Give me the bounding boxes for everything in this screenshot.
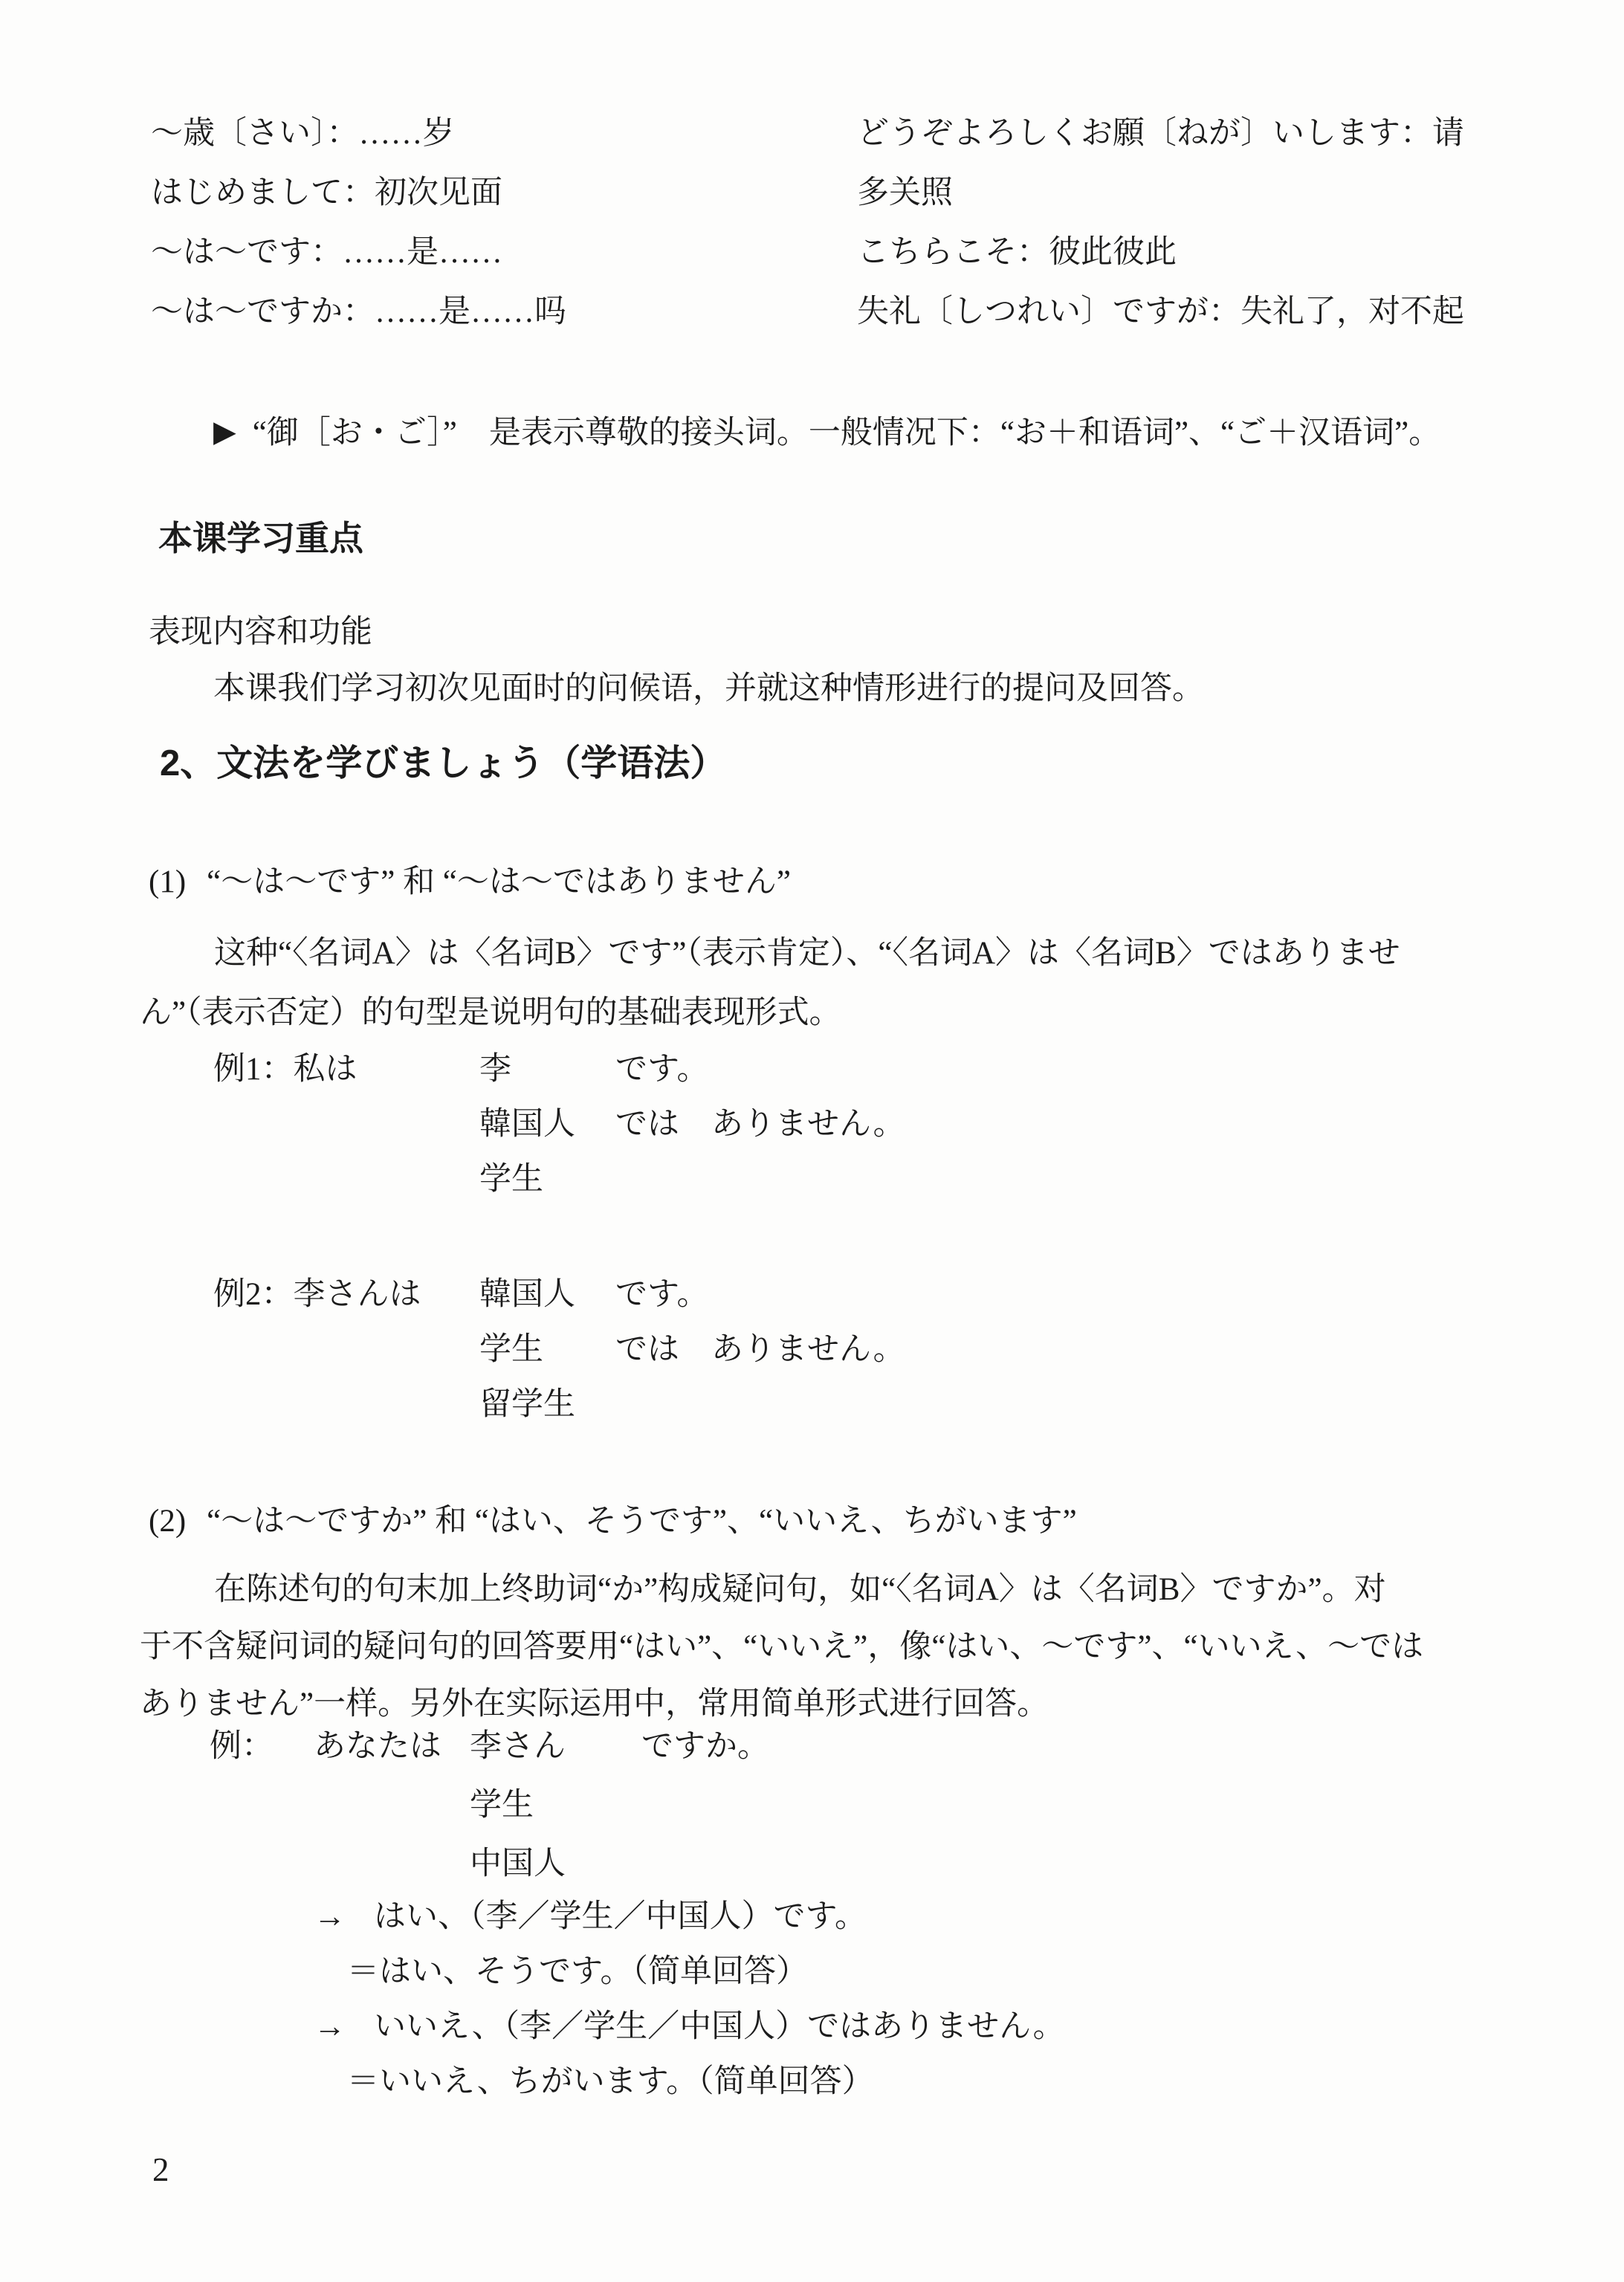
example-cell: です。 (615, 1277, 709, 1312)
item1-title: “～は～です” 和 “～は～ではありません” (207, 864, 791, 899)
answer-line (314, 2000, 1065, 2055)
example3-answers (314, 1890, 1065, 2110)
example-cell: あなたは (314, 1729, 441, 1764)
vocab-entry: ～は～ですか：……是……吗 (151, 294, 566, 329)
example-row (213, 1377, 905, 1432)
example-cell: 学生 (479, 1332, 543, 1367)
example-cell: 例： (210, 1729, 274, 1764)
example-cell: 李 (479, 1052, 511, 1087)
page-number: 2 (152, 2151, 169, 2188)
vocabulary-list (151, 104, 1522, 342)
vocab-entry: 多关照 (857, 175, 953, 210)
paragraph-line: 于不含疑问词的疑问句的回答要用“はい”、“いいえ”，像“はい、～です”、“いいえ、～では (140, 1629, 1424, 1664)
answer-text: いいえ、（李／学生／中国人）ではありません。 (374, 2009, 1065, 2044)
vocabulary-left-column (151, 104, 857, 342)
example-row (213, 1042, 905, 1097)
example-cell: 留学生 (479, 1387, 575, 1422)
lesson-focus-paragraph: 本课我们学习初次见面时的问候语，并就这种情形进行的提问及回答。 (213, 671, 1204, 706)
answer-text: はい、そうです。（简单回答） (379, 1954, 809, 1989)
answer-text: はい、（李／学生／中国人）です。 (374, 1899, 867, 1934)
arrow-icon: → (314, 1899, 346, 1934)
usage-note (213, 407, 1440, 453)
example-row (210, 1717, 769, 1776)
item2-label: (2) (149, 1504, 187, 1539)
example-cell: では ありません。 (615, 1332, 905, 1367)
example-cell: では ありません。 (615, 1107, 905, 1142)
paragraph-line: ん”（表示否定）的句型是说明句的基础表现形式。 (140, 995, 841, 1030)
example-row (210, 1835, 769, 1893)
item1-label: (1) (149, 864, 187, 899)
example-cell: 韓国人 (479, 1107, 575, 1142)
example3-block (210, 1717, 769, 1893)
example1-block (213, 1042, 905, 1207)
vocab-entry: ～は～です：……是…… (151, 235, 502, 270)
example-row (210, 1776, 769, 1835)
vocab-entry: ～歳〔さい〕：……岁 (151, 116, 455, 151)
item1-paragraph (140, 924, 1537, 1043)
answer-text: いいえ、ちがいます。（简单回答） (379, 2064, 874, 2099)
usage-note-text: “御［お・ご］” 是表示尊敬的接头词。一般情况下：“お＋和语词”、“ご＋汉语词”。 (252, 416, 1441, 450)
lesson-focus-subheading: 表现内容和功能 (149, 615, 372, 650)
example-cell: ですか。 (641, 1729, 769, 1764)
equals-sign: ＝ (347, 2064, 379, 2099)
arrow-icon: → (314, 2009, 346, 2044)
example-row (213, 1152, 905, 1207)
vocab-entry: どうぞよろしくお願〔ねが〕いします：请 (857, 116, 1464, 151)
vocabulary-right-column (857, 104, 1522, 342)
example-row (213, 1267, 905, 1322)
paragraph-line: 在陈述句的句末加上终助词“か”构成疑问句，如“〈名词A〉は〈名词B〉ですか”。对 (214, 1572, 1386, 1607)
vocab-entry: 失礼〔しつれい〕ですが：失礼了，对不起 (857, 294, 1464, 329)
item2-title: “～は～ですか” 和 “はい、そうです”、“いいえ、ちがいます” (207, 1504, 1077, 1539)
example-cell: 学生 (470, 1788, 534, 1823)
grammar-item2-heading (149, 1496, 1077, 1541)
triangle-bullet-icon: ▶ (213, 415, 236, 448)
grammar-item1-heading (149, 856, 791, 902)
answer-line (314, 1945, 1065, 2000)
answer-line (314, 1890, 1065, 1945)
example-row (213, 1322, 905, 1377)
item2-paragraph (140, 1561, 1537, 1733)
example-cell: 中国人 (470, 1846, 566, 1881)
paragraph-line: ありません”一样。另外在实际运用中，常用简单形式进行回答。 (140, 1687, 1049, 1722)
vocab-entry: こちらこそ：彼此彼此 (857, 235, 1177, 270)
example-cell: 韓国人 (479, 1277, 575, 1312)
vocab-entry: はじめまして：初次见面 (151, 175, 502, 210)
equals-sign: ＝ (347, 1954, 379, 1989)
example2-block (213, 1267, 905, 1432)
example-cell: 李さん (470, 1729, 566, 1764)
example-cell: 例1：私は (213, 1052, 358, 1087)
example-cell: 学生 (479, 1162, 543, 1197)
answer-line (314, 2055, 1065, 2110)
lesson-focus-heading: 本课学习重点 (158, 519, 363, 557)
paragraph-line: 这种“〈名词A〉は〈名词B〉です”（表示肯定）、“〈名词A〉は〈名词B〉ではありませ (214, 936, 1400, 971)
example-cell: 例2：李さんは (213, 1277, 421, 1312)
example-cell: です。 (615, 1052, 709, 1087)
example-row (213, 1097, 905, 1152)
grammar-section-heading: 2、文法を学びましょう（学语法） (160, 743, 727, 783)
